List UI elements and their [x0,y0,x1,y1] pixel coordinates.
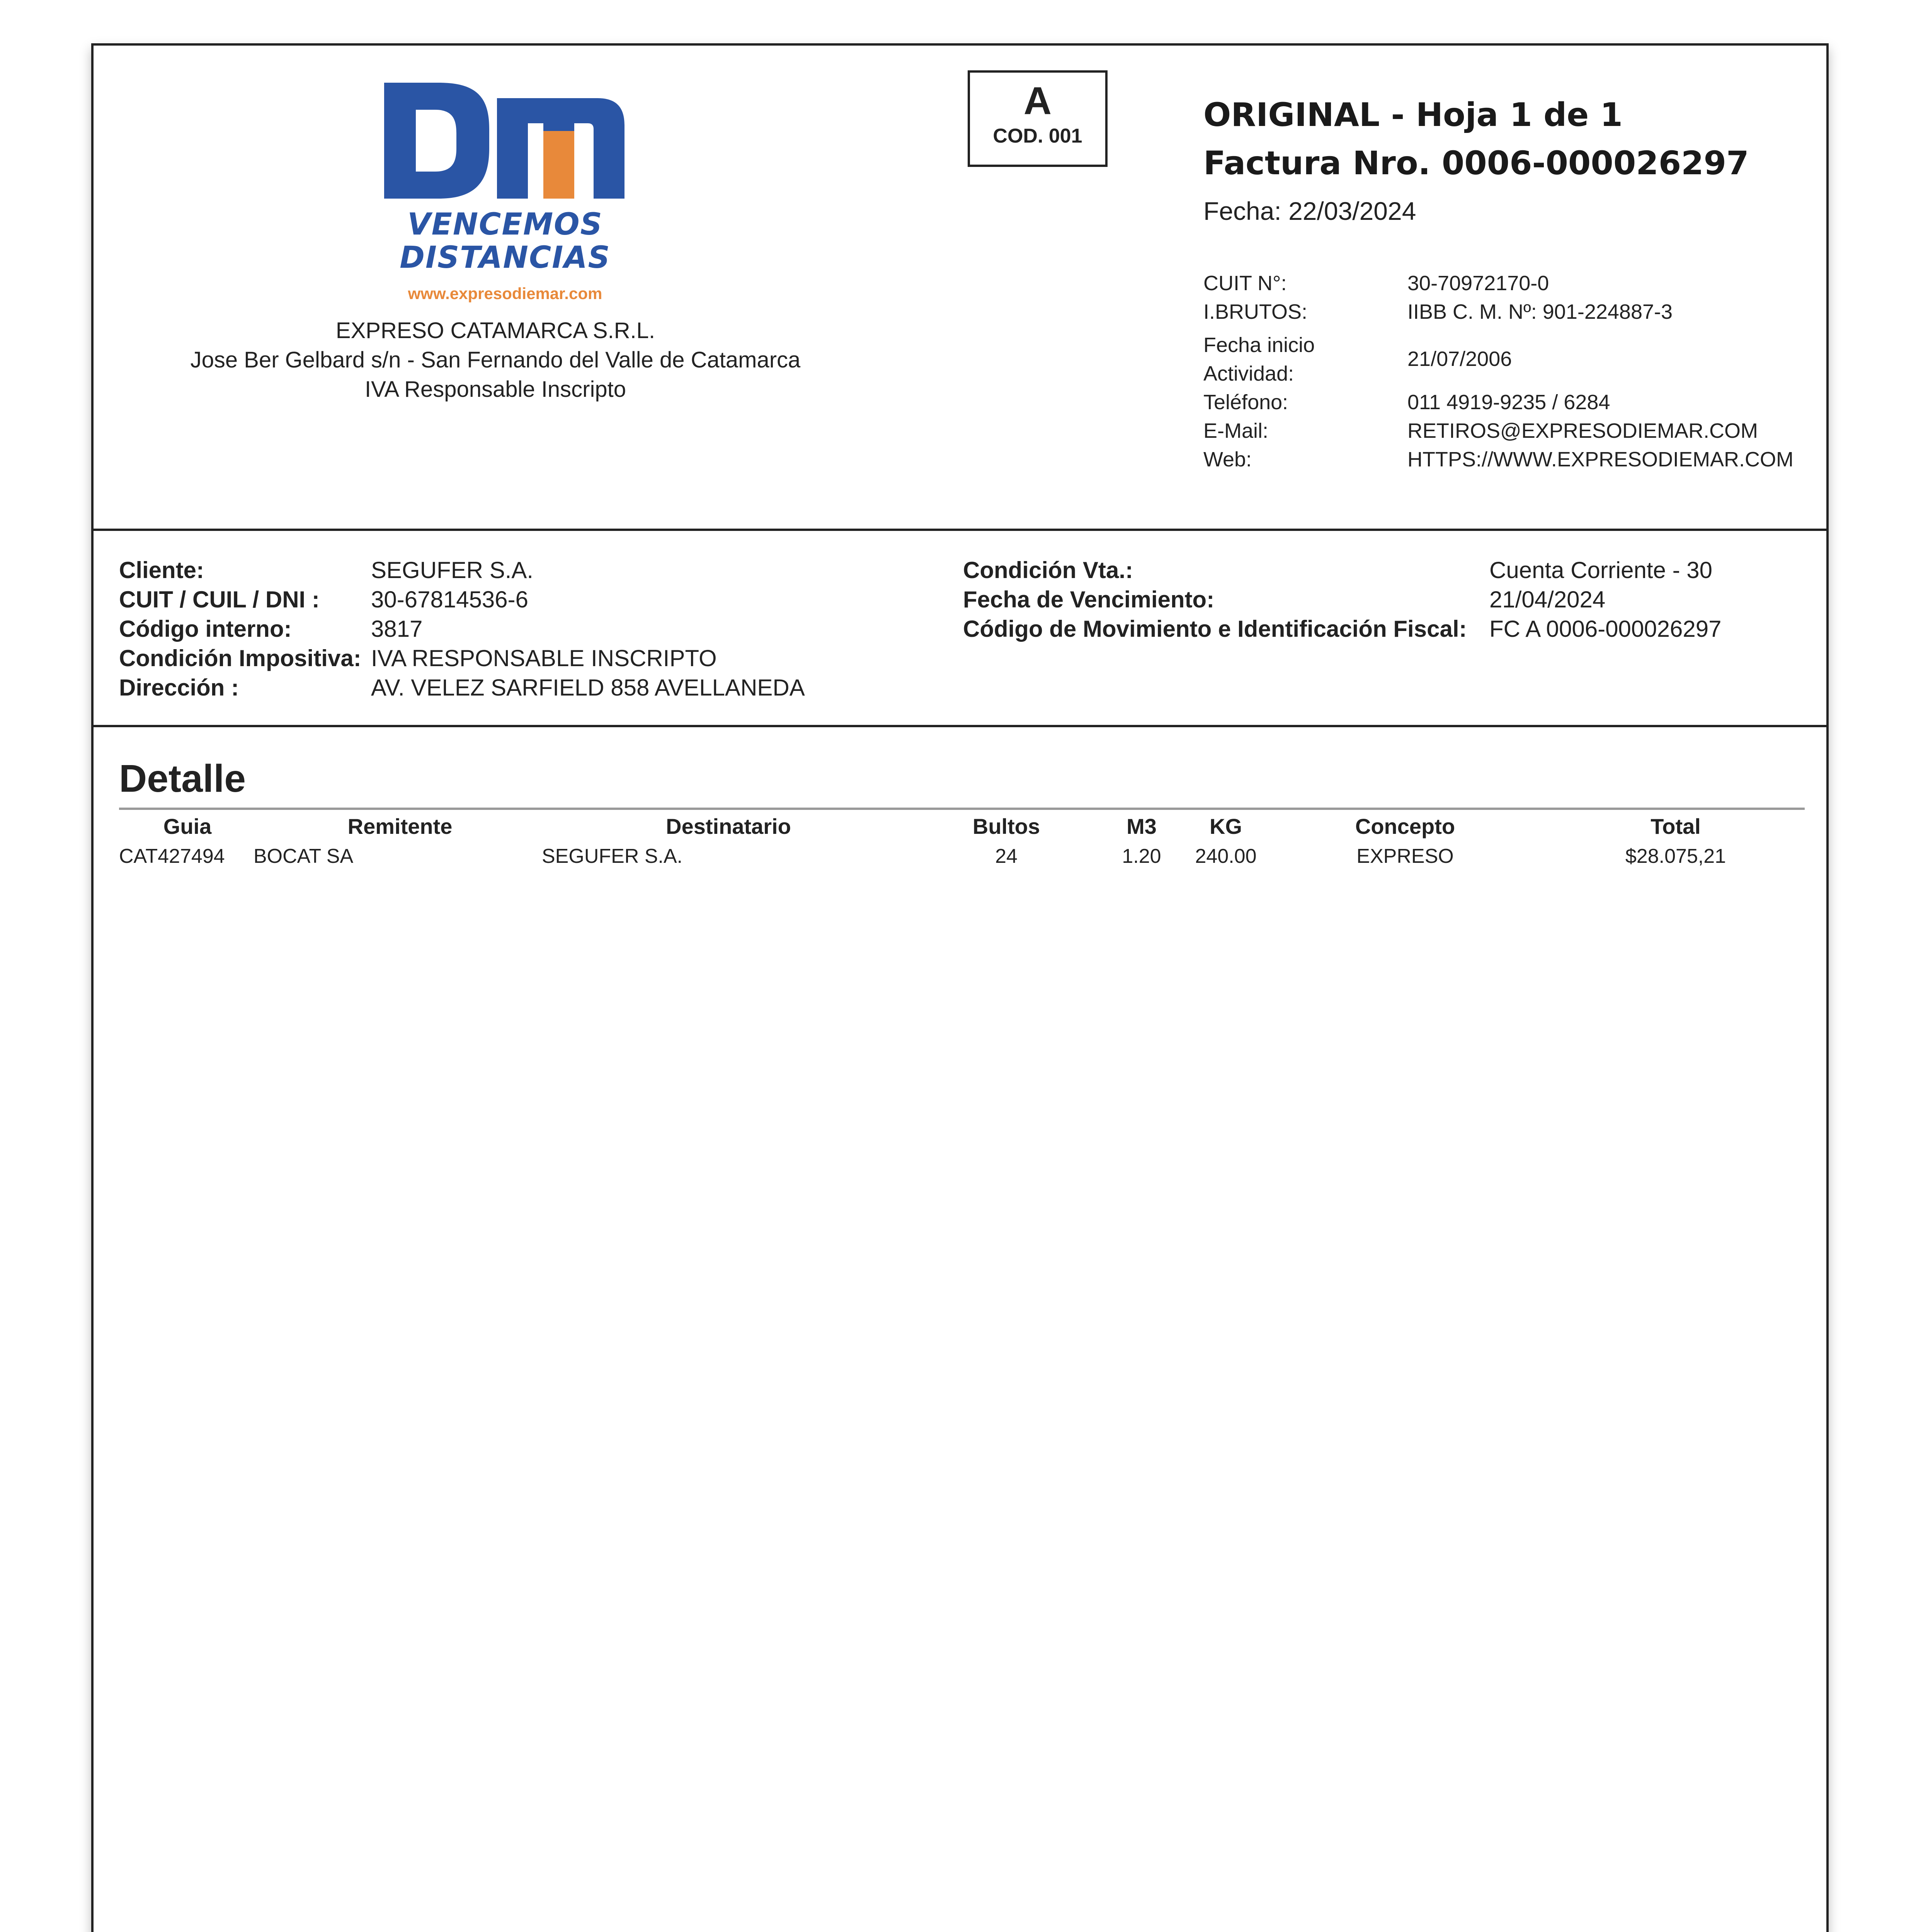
client-value: 30-67814536-6 [371,587,529,612]
fiscal-value: 011 4919-9235 / 6284 [1407,391,1610,414]
company-tax-status: IVA Responsable Inscripto [365,377,626,402]
cell-guia: CAT427494 [119,845,225,867]
fiscal-label: Fecha inicio [1203,333,1315,357]
cell-destinatario: SEGUFER S.A. [542,845,683,867]
client-value: 3817 [371,616,423,642]
column-header-kg: KG [1210,814,1242,838]
cell-kg: 240.00 [1195,845,1257,867]
due-date-value: 21/04/2024 [1489,587,1606,612]
detail-header-rule [119,808,1805,810]
invoice-date: Fecha: 22/03/2024 [1203,197,1416,225]
company-address: Jose Ber Gelbard s/n - San Fernando del Valle de Catamarca [190,347,801,372]
client-label: CUIT / CUIL / DNI : [119,587,320,612]
fiscal-label: Actividad: [1203,362,1294,385]
brand-tagline-2: DISTANCIAS [400,240,611,275]
fiscal-value: 21/07/2006 [1407,347,1512,371]
brand-tagline-1: VENCEMOS [407,207,603,242]
column-header-guia: Guia [163,814,212,838]
fiscal-value: 30-70972170-0 [1407,272,1549,295]
client-value: IVA RESPONSABLE INSCRIPTO [371,645,717,671]
due-date-label: Fecha de Vencimiento: [963,587,1215,612]
fiscal-value: IIBB C. M. Nº: 901-224887-3 [1407,300,1673,323]
cell-concepto: EXPRESO [1356,845,1454,867]
fiscal-label: Teléfono: [1203,391,1288,414]
column-header-destinatario: Destinatario [666,814,791,838]
copy-label: ORIGINAL - Hoja 1 de 1 [1203,96,1623,134]
detail-title: Detalle [119,757,246,800]
cell-remitente: BOCAT SA [254,845,354,867]
document-letter: A [1023,79,1052,122]
fiscal-value: RETIROS@EXPRESODIEMAR.COM [1407,419,1758,442]
invoice-page [91,43,1829,1932]
client-value: AV. VELEZ SARFIELD 858 AVELLANEDA [371,675,805,701]
column-header-bultos: Bultos [972,814,1040,838]
movement-code-label: Código de Movimiento e Identificación Fiscal: [963,616,1467,642]
client-label: Código interno: [119,616,292,642]
fiscal-label: E-Mail: [1203,419,1269,442]
sale-condition-label: Condición Vta.: [963,557,1133,583]
brand-website: www.expresodiemar.com [408,284,602,303]
client-label: Dirección : [119,675,239,701]
column-header-total: Total [1651,814,1701,838]
column-header-concepto: Concepto [1355,814,1455,838]
cell-total: $28.075,21 [1625,845,1726,867]
cell-bultos: 24 [995,845,1018,867]
section-divider [94,529,1826,531]
company-name: EXPRESO CATAMARCA S.R.L. [335,318,655,343]
fiscal-value: HTTPS://WWW.EXPRESODIEMAR.COM [1407,448,1794,471]
column-header-remitente: Remitente [347,814,453,838]
fiscal-label: I.BRUTOS: [1203,300,1308,323]
sale-condition-value: Cuenta Corriente - 30 [1489,557,1712,583]
invoice-number: Factura Nro. 0006-000026297 [1203,144,1749,182]
section-divider [94,725,1826,727]
document-type-box [968,70,1108,167]
client-label: Condición Impositiva: [119,645,361,671]
fiscal-label: Web: [1203,448,1252,471]
client-value: SEGUFER S.A. [371,557,534,583]
movement-code-value: FC A 0006-000026297 [1489,616,1722,642]
client-label: Cliente: [119,557,204,583]
fiscal-label: CUIT N°: [1203,272,1287,295]
cell-m3: 1.20 [1122,845,1161,867]
column-header-m3: M3 [1126,814,1157,838]
document-code: COD. 001 [993,125,1082,147]
